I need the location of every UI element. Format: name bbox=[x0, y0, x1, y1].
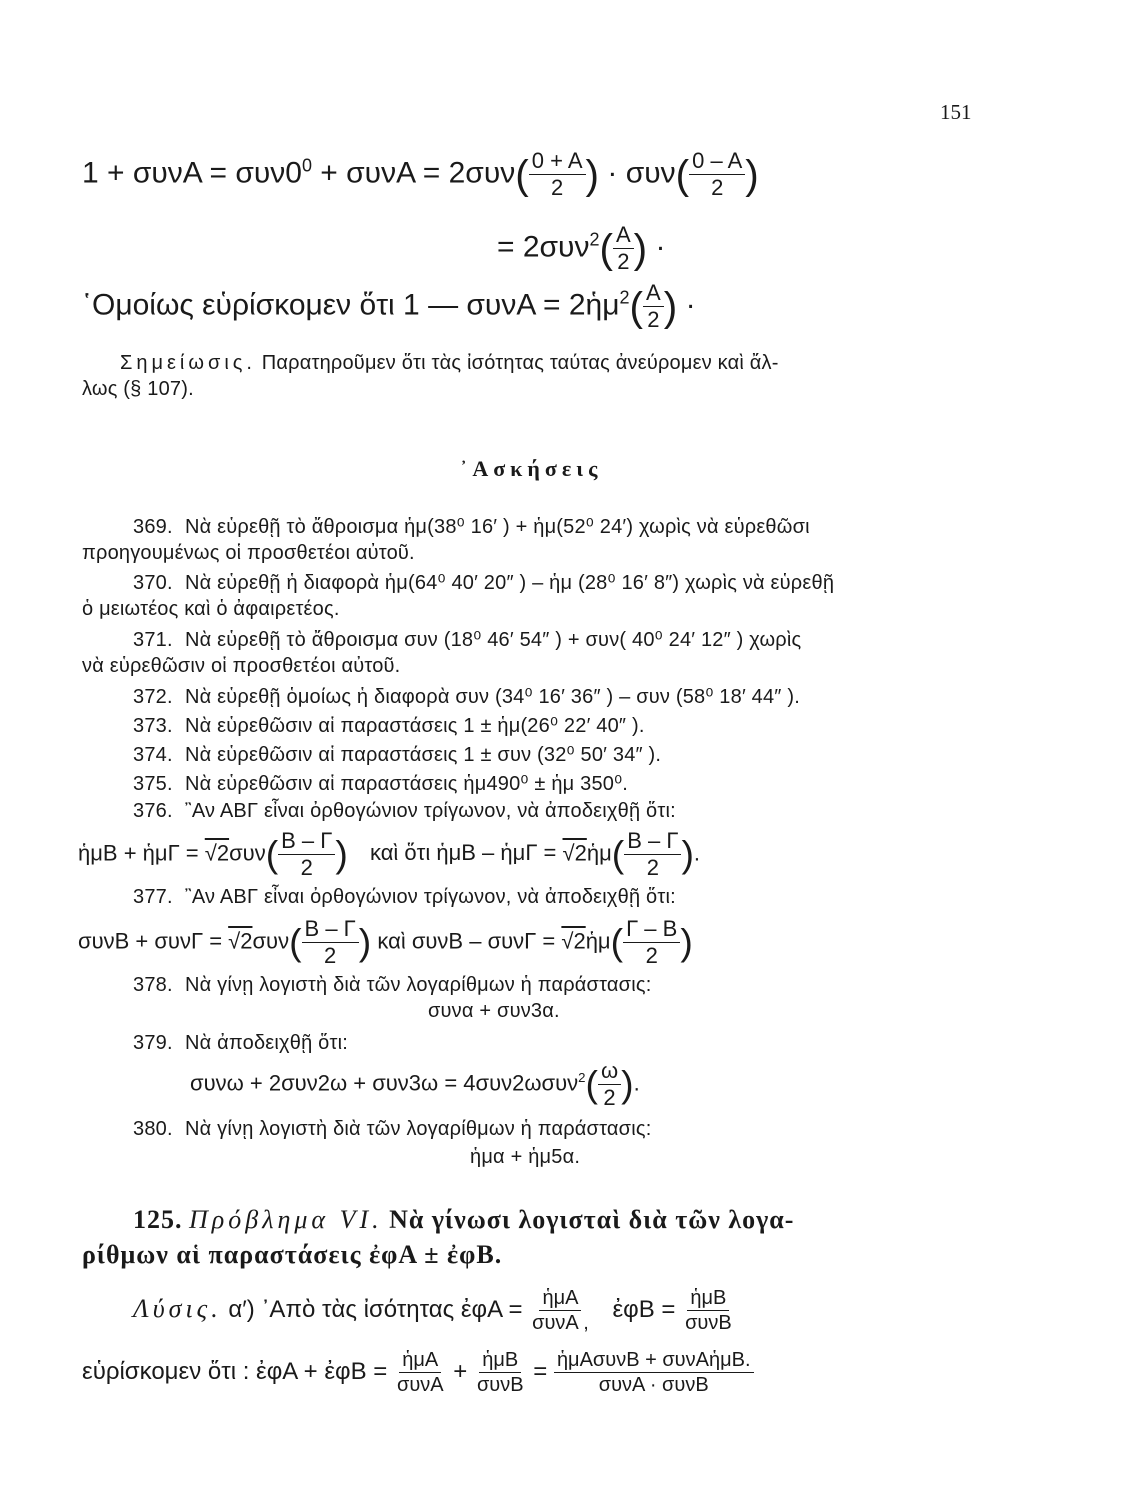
exercise-377 bbox=[133, 886, 676, 909]
paren-close: ) bbox=[633, 225, 648, 272]
note-text-1: Παρατηροῦμεν ὅτι τὰς ἰσότητας ταύτας ἀνεύρομεν καὶ ἄλ- bbox=[261, 352, 779, 374]
eq379-left: συνω + 2συν2ω + συν3ω = 4συν2ωσυν bbox=[190, 1070, 579, 1096]
frac-num: ἡμB bbox=[479, 1350, 521, 1373]
sqrt-2: √2 bbox=[228, 928, 253, 954]
equation-line-3 bbox=[82, 282, 696, 331]
exercise-text: Νὰ εὑρεθῶσιν αἱ παραστάσεις 1 ± ἡμ(26⁰ 22′ 40″ ). bbox=[185, 715, 645, 737]
page-number: 151 bbox=[940, 100, 972, 124]
exercise-number: 372. bbox=[133, 686, 173, 708]
frac-3 bbox=[613, 224, 634, 273]
exercise-380-line-2: ἡμα + ἡμ5α. bbox=[470, 1146, 581, 1168]
sqrt-2: √2 bbox=[204, 840, 230, 866]
exercise-text: ῍Αν ΑΒΓ εἶναι ὀρθογώνιον τρίγωνον, νὰ ἀποδειχθῇ ὅτι: bbox=[185, 800, 676, 822]
equation-379 bbox=[190, 1060, 640, 1109]
exercise-number: 371. bbox=[133, 629, 173, 651]
frac-num: B – Γ bbox=[302, 918, 359, 943]
eq377-frac-1 bbox=[302, 918, 359, 967]
frac-den: συνA · συνB bbox=[598, 1374, 709, 1396]
paren-open: ( bbox=[629, 283, 644, 330]
frac-1 bbox=[529, 150, 586, 199]
eq1-sup: 0 bbox=[301, 155, 312, 176]
solution-frac-5 bbox=[554, 1350, 754, 1395]
exercise-text: ῍Αν ΑΒΓ εἶναι ὀρθογώνιον τρίγωνον, νὰ ἀποδειχθῇ ὅτι: bbox=[185, 886, 676, 908]
paren-open: ( bbox=[675, 151, 690, 198]
frac-den: συνB bbox=[476, 1374, 524, 1396]
eq376-cos: συν bbox=[229, 840, 266, 866]
paren-open: ( bbox=[610, 920, 624, 963]
problem-statement-2: ρίθμων αἱ παραστάσεις ἐφA ± ἐφB. bbox=[82, 1240, 503, 1269]
eq376-frac-1 bbox=[278, 830, 335, 879]
frac-den: 2 bbox=[603, 1085, 616, 1110]
exercise-number: 369. bbox=[133, 516, 173, 538]
eq379-end: . bbox=[633, 1070, 640, 1096]
paren-open: ( bbox=[265, 832, 279, 875]
exercise-text: Νὰ εὑρεθῇ ὁμοίως ἡ διαφορὰ συν (34⁰ 16′ 36″ ) – συν (58⁰ 18′ 44″ ). bbox=[185, 686, 800, 708]
eq1-cos: συν bbox=[625, 156, 676, 190]
frac-2-num: 0 – A bbox=[689, 150, 745, 175]
frac-den: 2 bbox=[645, 943, 658, 968]
eq3-dot: · bbox=[685, 288, 696, 322]
exercise-text: Νὰ εὑρεθῶσιν αἱ παραστάσεις 1 ± συν (32⁰ 50′ 34″ ). bbox=[185, 744, 662, 766]
frac-2 bbox=[689, 150, 745, 199]
solution-mid: ἐφB = bbox=[612, 1295, 676, 1323]
eq3-sup: 2 bbox=[619, 287, 630, 308]
eq376-end: . bbox=[693, 840, 701, 866]
note-line-2: λως (§ 107). bbox=[82, 378, 194, 400]
paren-close: ) bbox=[358, 920, 372, 963]
solution-frac-2 bbox=[682, 1288, 735, 1333]
frac-num: Γ – B bbox=[623, 918, 680, 943]
exercise-378-line-2: συνα + συν3α. bbox=[428, 1000, 560, 1022]
eq377-cos: συν bbox=[252, 928, 290, 954]
exercise-373 bbox=[133, 713, 645, 738]
exercise-number: 376. bbox=[133, 800, 173, 822]
exercise-375 bbox=[133, 771, 628, 796]
note-line-1 bbox=[120, 352, 779, 375]
frac-4-den: 2 bbox=[647, 307, 660, 332]
paren-close: ) bbox=[681, 832, 694, 875]
paren-close: ) bbox=[745, 151, 759, 198]
exercise-number: 377. bbox=[133, 886, 173, 908]
frac-1-num: 0 + A bbox=[529, 150, 586, 175]
eq376-mid: καὶ ὅτι ἡμB – ἡμΓ = bbox=[369, 840, 563, 866]
frac-num: ω bbox=[598, 1060, 621, 1085]
eq1-mid: + συνA = 2συν bbox=[311, 156, 516, 190]
equation-line-2 bbox=[497, 224, 666, 273]
frac-3-num: A bbox=[613, 224, 634, 249]
problem-heading bbox=[133, 1205, 794, 1235]
frac-num: ἡμB bbox=[687, 1288, 729, 1311]
paren-close: ) bbox=[621, 1062, 634, 1105]
solution-frac-4 bbox=[474, 1350, 527, 1395]
paren-open: ( bbox=[289, 920, 302, 963]
frac-4-num: A bbox=[643, 282, 664, 307]
problem-line-2 bbox=[82, 1240, 502, 1270]
exercise-378 bbox=[133, 974, 651, 997]
exercise-369 bbox=[133, 514, 810, 539]
exercise-number: 379. bbox=[133, 1032, 173, 1054]
paren-open: ( bbox=[599, 225, 613, 272]
problem-statement-1: Νὰ γίνωσι λογισταὶ διὰ τῶν λογα- bbox=[389, 1205, 795, 1234]
eq377-frac-2 bbox=[623, 918, 680, 967]
solution-line-1 bbox=[133, 1288, 735, 1333]
paren-close: ) bbox=[585, 151, 600, 198]
exercise-number: 378. bbox=[133, 974, 173, 996]
paren-open: ( bbox=[585, 1062, 598, 1105]
frac-1-den: 2 bbox=[551, 175, 564, 200]
eq379-sup: 2 bbox=[578, 1069, 586, 1085]
frac-num: B – Γ bbox=[624, 830, 681, 855]
eq2-sup: 2 bbox=[589, 229, 600, 250]
solution-line-2 bbox=[82, 1350, 754, 1395]
frac-den: 2 bbox=[300, 855, 313, 880]
eq379-frac bbox=[598, 1060, 621, 1109]
exercise-374 bbox=[133, 742, 661, 767]
eq377-left: συνB + συνΓ = bbox=[78, 928, 229, 954]
exercise-376 bbox=[133, 800, 676, 823]
solution-eq: = bbox=[533, 1357, 548, 1385]
sqrt-2: √2 bbox=[562, 840, 587, 866]
eq2-dot: · bbox=[655, 230, 666, 264]
exercise-number: 374. bbox=[133, 744, 173, 766]
solution-plus: + bbox=[453, 1357, 468, 1385]
exercise-number: 380. bbox=[133, 1118, 173, 1140]
paren-open: ( bbox=[611, 832, 625, 875]
exercise-369-line-2: προηγουμένως οἱ προσθετέοι αὐτοῦ. bbox=[82, 542, 415, 564]
exercise-371 bbox=[133, 627, 801, 652]
eq376-frac-2 bbox=[624, 830, 681, 879]
frac-den: συνA , bbox=[532, 1312, 589, 1334]
paren-close: ) bbox=[335, 832, 348, 875]
frac-den: 2 bbox=[324, 943, 337, 968]
exercise-text: Νὰ εὑρεθῇ ἡ διαφορὰ ἡμ(64⁰ 40′ 20″ ) – ἡμ (28⁰ 16′ 8″) χωρὶς νὰ εὑρεθῇ bbox=[185, 572, 835, 594]
solution-intro: α′) ᾿Απὸ τὰς ἰσότητας ἐφA = bbox=[228, 1295, 523, 1323]
solution-frac-3 bbox=[394, 1350, 447, 1395]
exercise-number: 370. bbox=[133, 572, 173, 594]
problem-title: Πρόβλημα VI. bbox=[189, 1205, 383, 1234]
note-label: Σημείωσις. bbox=[120, 352, 256, 374]
eq376-left: ἡμB + ἡμΓ = bbox=[78, 840, 205, 866]
exercise-370-line-2: ὁ μειωτέος καὶ ὁ ἀφαιρετέος. bbox=[82, 598, 340, 620]
exercise-text: Νὰ εὑρεθῶσιν αἱ παραστάσεις ἡμ490⁰ ± ἡμ 350⁰. bbox=[185, 773, 629, 795]
eq377-mid: καὶ συνB – συνΓ = bbox=[377, 928, 562, 954]
eq377-sin: ἡμ bbox=[585, 928, 611, 954]
sqrt-2: √2 bbox=[561, 928, 586, 954]
solution-frac-1 bbox=[529, 1288, 592, 1333]
frac-num: ἡμA bbox=[539, 1288, 581, 1311]
exercises-heading: ᾿Ασκήσεις bbox=[460, 456, 603, 481]
exercise-380 bbox=[133, 1118, 651, 1141]
problem-number: 125. bbox=[133, 1205, 183, 1234]
exercise-371-line-2: νὰ εὑρεθῶσιν οἱ προσθετέοι αὐτοῦ. bbox=[82, 655, 401, 677]
exercise-379 bbox=[133, 1032, 348, 1055]
eq1-dot: · bbox=[607, 156, 618, 190]
exercise-text: Νὰ γίνῃ λογιστὴ διὰ τῶν λογαρίθμων ἡ παράστασις: bbox=[185, 974, 652, 996]
exercise-text: Νὰ γίνῃ λογιστὴ διὰ τῶν λογαρίθμων ἡ παράστασις: bbox=[185, 1118, 652, 1140]
eq3-text: ῾Ομοίως εὑρίσκομεν ὅτι 1 — συνA = 2ἡμ bbox=[82, 288, 620, 322]
frac-3-den: 2 bbox=[617, 249, 630, 274]
exercise-number: 375. bbox=[133, 773, 173, 795]
frac-den: 2 bbox=[646, 855, 659, 880]
frac-num: ἡμA bbox=[399, 1350, 441, 1373]
equation-line-1 bbox=[82, 150, 759, 199]
exercise-text: Νὰ εὑρεθῇ τὸ ἄθροισμα ἡμ(38⁰ 16′ ) + ἡμ(52⁰ 24′) χωρὶς νὰ εὑρεθῶσι bbox=[185, 516, 810, 538]
eq2-left: = 2συν bbox=[497, 230, 590, 264]
exercise-text: Νὰ ἀποδειχθῇ ὅτι: bbox=[185, 1032, 348, 1054]
frac-2-den: 2 bbox=[711, 175, 724, 200]
frac-num: B – Γ bbox=[278, 830, 335, 855]
exercise-370 bbox=[133, 570, 834, 595]
solution-label: Λύσις. bbox=[133, 1293, 222, 1323]
paren-open: ( bbox=[515, 151, 529, 198]
equation-376 bbox=[78, 830, 700, 879]
equation-377 bbox=[78, 918, 693, 967]
frac-den: συνB bbox=[685, 1312, 732, 1334]
eq1-left: 1 + συνA = συν0 bbox=[82, 156, 302, 190]
frac-den: συνA bbox=[396, 1374, 444, 1396]
paren-close: ) bbox=[680, 920, 693, 963]
frac-num: ἡμAσυνB + συνAἡμB. bbox=[554, 1350, 754, 1373]
exercise-number: 373. bbox=[133, 715, 173, 737]
exercise-text: Νὰ εὑρεθῇ τὸ ἄθροισμα συν (18⁰ 46′ 54″ ) + συν( 40⁰ 24′ 12″ ) χωρὶς bbox=[185, 629, 802, 651]
frac-4 bbox=[643, 282, 664, 331]
paren-close: ) bbox=[663, 283, 678, 330]
exercise-372 bbox=[133, 684, 800, 709]
solution-line2-left: εὑρίσκομεν ὅτι : ἐφA + ἐφB = bbox=[82, 1357, 388, 1385]
eq376-sin: ἡμ bbox=[586, 840, 612, 866]
